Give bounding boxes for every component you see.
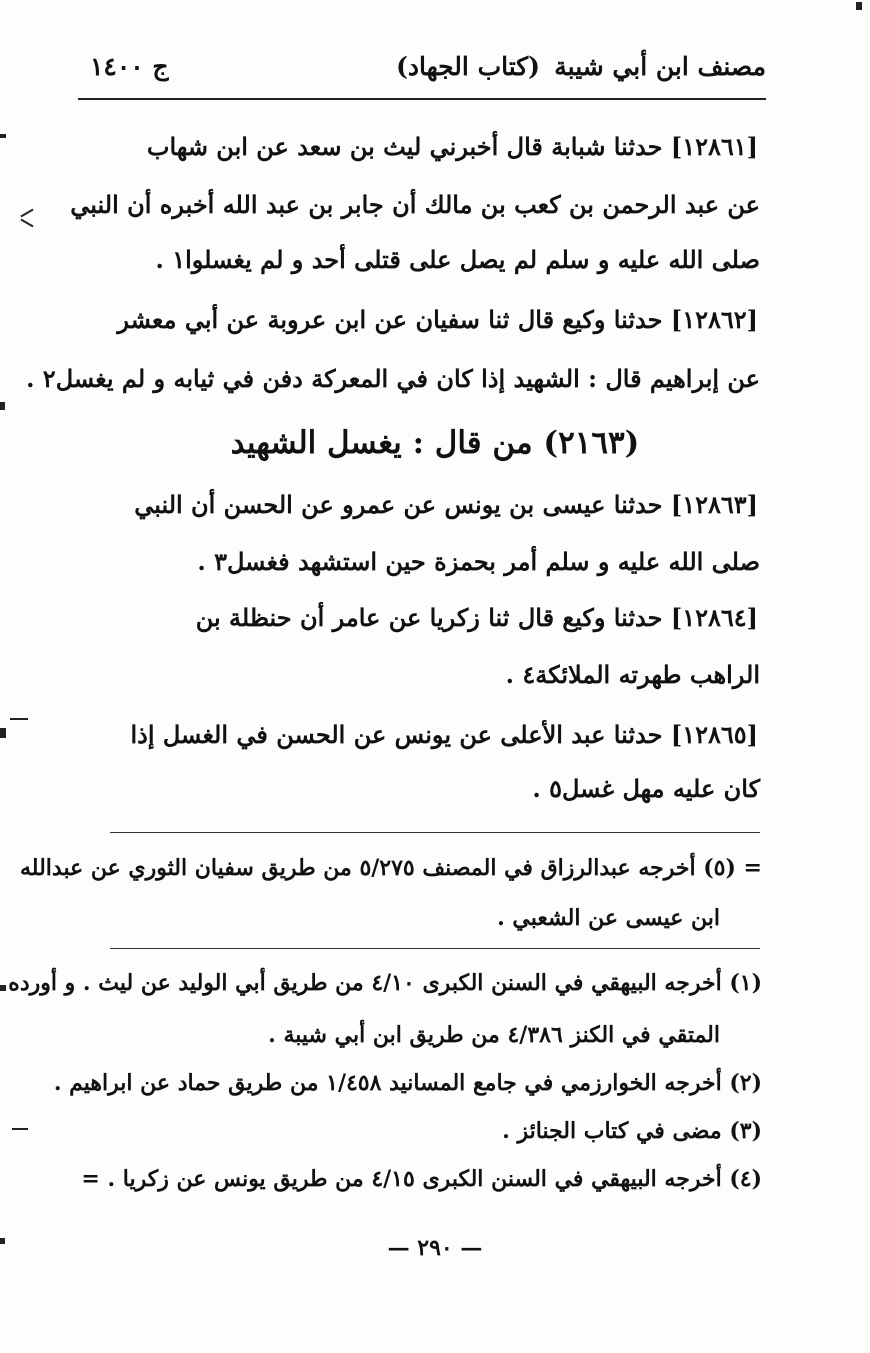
scan-mark (0, 402, 5, 410)
chapter-title: (كتاب الجهاد) (396, 52, 540, 81)
text-line: [١٢٨٦٢] حدثنا وكيع قال ثنا سفيان عن ابن عروبة عن أبي معشر (117, 305, 758, 334)
text-line: الراهب طهرته الملائكة٤ . (505, 660, 760, 689)
scan-mark (0, 134, 6, 138)
scan-mark (12, 1128, 28, 1130)
footnote-line: (٢) أخرجه الخوارزمي في جامع المسانيد ١/٤٥٨ من طريق حماد عن ابراهيم . (53, 1070, 762, 1096)
footnote-line: (٤) أخرجه البيهقي في السنن الكبرى ٤/١٥ من طريق يونس عن زكريا . = (81, 1166, 762, 1192)
footnote-line: ابن عيسى عن الشعبي . (497, 905, 720, 931)
footnote-rule (110, 948, 760, 949)
footnote-rule (110, 832, 760, 833)
text-line: عن إبراهيم قال : الشهيد إذا كان في المعركة دفن في ثيابه و لم يغسل٢ . (26, 364, 760, 393)
volume-label: ج ١٤٠٠ (90, 52, 169, 81)
footnote-line: = (٥) أخرجه عبدالرزاق في المصنف ٥/٢٧٥ من طريق سفيان الثوري عن عبدالله (20, 855, 762, 881)
section-heading: (٢١٦٣) من قال : يغسل الشهيد (230, 425, 640, 461)
scan-mark (0, 1238, 5, 1244)
scan-mark (0, 985, 6, 991)
text-line: [١٢٨٦٣] حدثنا عيسى بن يونس عن عمرو عن الحسن أن النبي (134, 490, 758, 519)
scan-mark (856, 2, 862, 10)
book-title: مصنف ابن أبي شيبة (554, 52, 766, 81)
header-rule (78, 98, 766, 100)
footnote-line: المتقي في الكنز ٤/٣٨٦ من طريق ابن أبي شيبة . (268, 1022, 720, 1048)
text-line: [١٢٨٦٥] حدثنا عبد الأعلى عن يونس عن الحسن في الغسل إذا (130, 720, 758, 749)
text-line: كان عليه مهل غسل٥ . (532, 774, 760, 803)
footnote-line: (١) أخرجه البيهقي في السنن الكبرى ٤/١٠ من طريق أبي الوليد عن ليث . و أورده (8, 970, 762, 996)
page-number: — ٢٩٠ — (387, 1235, 483, 1261)
scan-mark (0, 728, 6, 738)
text-line: عن عبد الرحمن بن كعب بن مالك أن جابر بن عبد الله أخبره أن النبي (70, 190, 760, 219)
text-line: [١٢٨٦٤] حدثنا وكيع قال ثنا زكريا عن عامر أن حنظلة بن (195, 603, 758, 632)
text-line: [١٢٨٦١] حدثنا شبابة قال أخبرني ليث بن سعد عن ابن شهاب (146, 132, 758, 161)
text-line: صلى الله عليه و سلم أمر بحمزة حين استشهد فغسل٣ . (197, 547, 760, 576)
text-line: صلى الله عليه و سلم لم يصل على قتلى أحد و لم يغسلوا١ . (155, 245, 760, 274)
footnote-line: (٣) مضى في كتاب الجنائز . (502, 1118, 762, 1144)
scan-mark (10, 718, 28, 720)
